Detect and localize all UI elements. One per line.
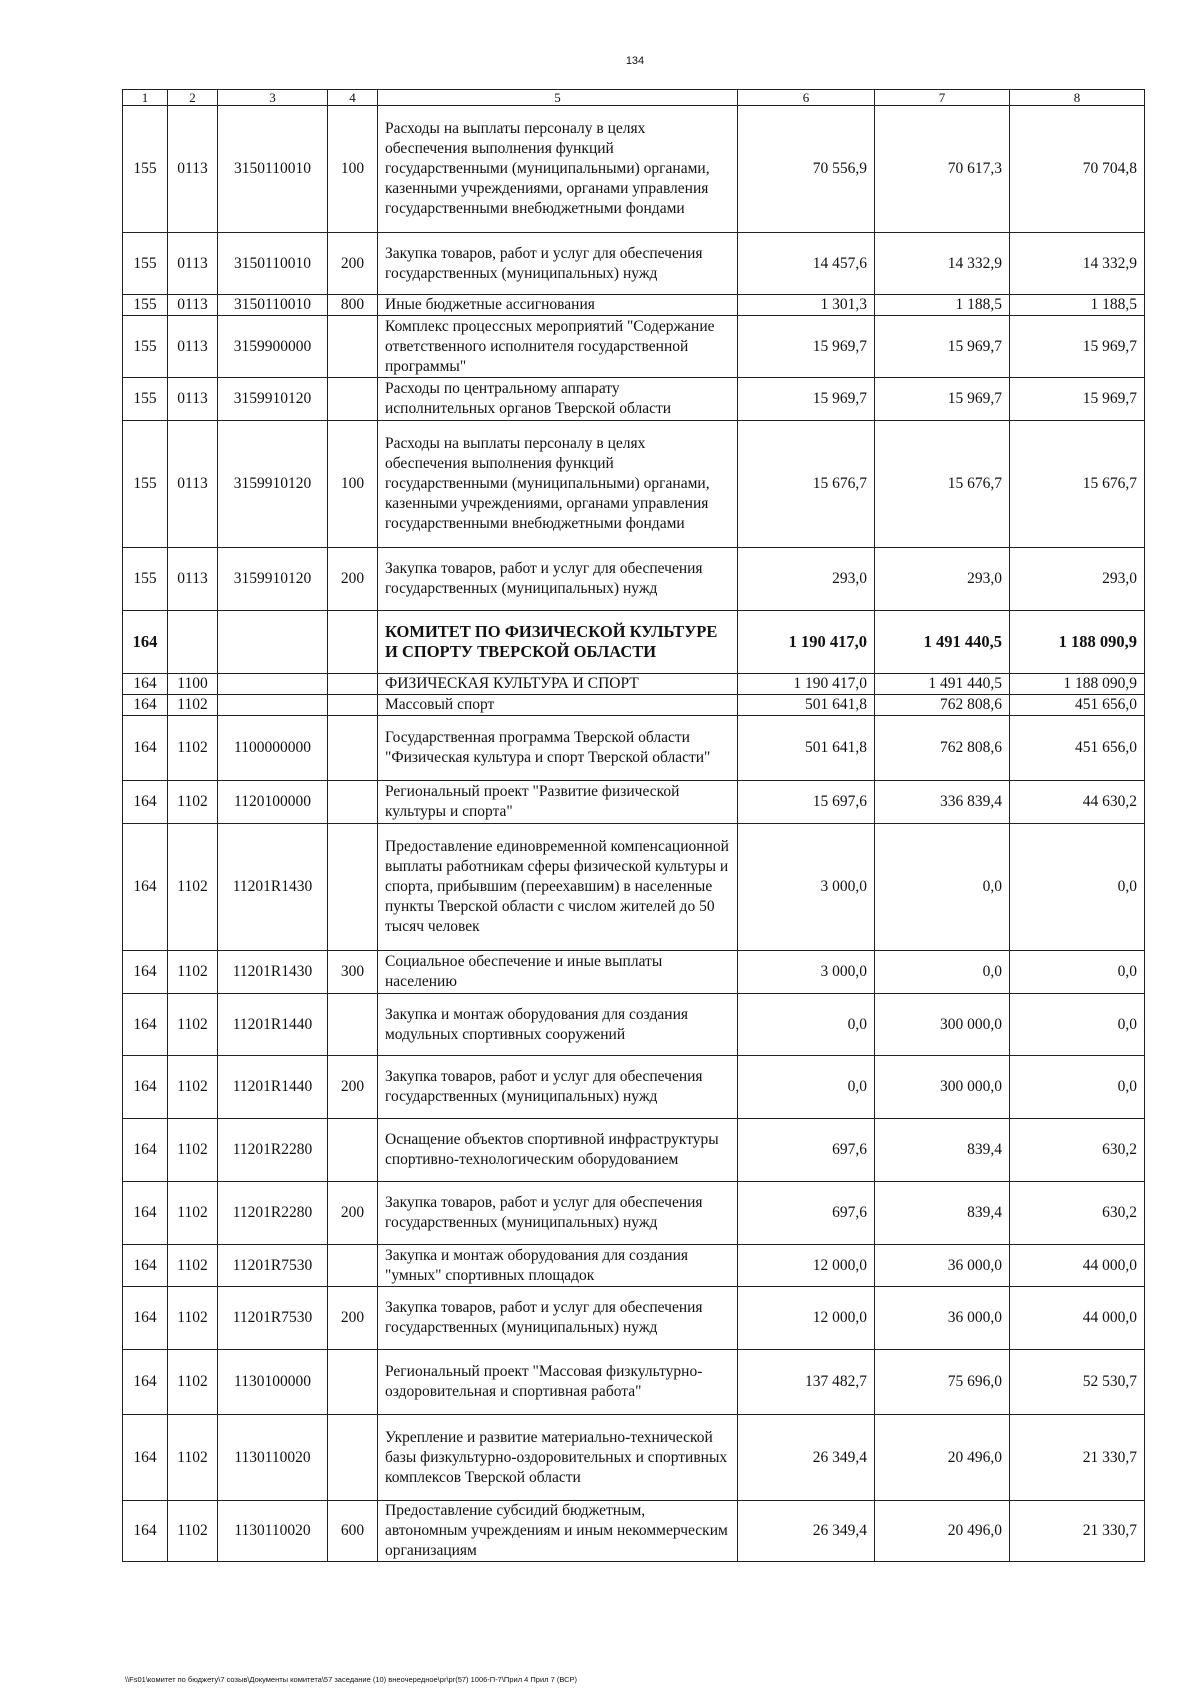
amount-col8-cell: 1 188,5 (1010, 295, 1145, 316)
section-code-cell: 1102 (168, 1056, 218, 1119)
table-row (123, 695, 1145, 716)
amount-col7-cell: 300 000,0 (875, 994, 1010, 1056)
description-cell: Закупка товаров, работ и услуг для обеспечения государственных (муниципальных) нужд (378, 1182, 738, 1245)
section-code-cell: 1102 (168, 994, 218, 1056)
amount-col8-cell: 15 969,7 (1010, 316, 1145, 378)
page-number: 134 (625, 55, 645, 67)
table-row (123, 1056, 1145, 1119)
amount-col6-cell: 501 641,8 (738, 695, 875, 716)
target-article-cell: 3159910120 (218, 548, 328, 611)
expense-type-cell (328, 716, 378, 781)
section-code-cell: 0113 (168, 295, 218, 316)
table-row (123, 1245, 1145, 1287)
expense-type-cell (328, 1245, 378, 1287)
amount-col6-cell: 12 000,0 (738, 1245, 875, 1287)
expense-type-cell: 200 (328, 548, 378, 611)
amount-col8-cell: 15 676,7 (1010, 421, 1145, 548)
amount-col7-cell: 36 000,0 (875, 1245, 1010, 1287)
amount-col7-cell: 20 496,0 (875, 1415, 1010, 1501)
table-row (123, 994, 1145, 1056)
target-article-cell: 11201R1430 (218, 951, 328, 994)
description-cell: Массовый спорт (378, 695, 738, 716)
table-row (123, 1182, 1145, 1245)
amount-col8-cell: 0,0 (1010, 1056, 1145, 1119)
amount-col8-cell: 451 656,0 (1010, 695, 1145, 716)
footer-file-path: \\Fs01\комитет по бюджету\7 созыв\Документы комитета\57 заседание (10) внеочередное\pr\pr(57) 1006-П-7\Прил 4 Прил 7 (ВСР) (125, 1675, 578, 1684)
amount-col6-cell: 3 000,0 (738, 951, 875, 994)
description-cell: Комплекс процессных мероприятий "Содержание ответственного исполнителя государственной программы" (378, 316, 738, 378)
amount-col7-cell: 300 000,0 (875, 1056, 1010, 1119)
target-article-cell: 1130110020 (218, 1415, 328, 1501)
target-article-cell: 11201R1430 (218, 824, 328, 951)
expense-type-cell (328, 674, 378, 695)
amount-col6-cell: 0,0 (738, 994, 875, 1056)
description-cell: Оснащение объектов спортивной инфраструктуры спортивно-технологическим оборудованием (378, 1119, 738, 1182)
section-code-cell: 0113 (168, 233, 218, 295)
section-code-cell: 1102 (168, 1119, 218, 1182)
admin-code-cell: 164 (123, 951, 168, 994)
section-code-cell: 1100 (168, 674, 218, 695)
amount-col8-cell: 44 000,0 (1010, 1245, 1145, 1287)
table-row (123, 1119, 1145, 1182)
amount-col7-cell: 762 808,6 (875, 695, 1010, 716)
column-number: 3 (218, 90, 328, 106)
table-row (123, 378, 1145, 421)
amount-col6-cell: 12 000,0 (738, 1287, 875, 1350)
description-cell: Расходы на выплаты персоналу в целях обеспечения выполнения функций государственными (муниципальными) органами, казенными учреждениями, органами управления государственными внебюджетными фондами (378, 106, 738, 233)
amount-col7-cell: 762 808,6 (875, 716, 1010, 781)
amount-col8-cell: 630,2 (1010, 1182, 1145, 1245)
amount-col8-cell: 1 188 090,9 (1010, 611, 1145, 674)
amount-col6-cell: 0,0 (738, 1056, 875, 1119)
amount-col6-cell: 137 482,7 (738, 1350, 875, 1415)
expense-type-cell: 300 (328, 951, 378, 994)
expense-type-cell (328, 781, 378, 824)
expense-type-cell (328, 316, 378, 378)
target-article-cell: 1100000000 (218, 716, 328, 781)
description-cell: Закупка товаров, работ и услуг для обеспечения государственных (муниципальных) нужд (378, 233, 738, 295)
expense-type-cell: 800 (328, 295, 378, 316)
amount-col8-cell: 630,2 (1010, 1119, 1145, 1182)
description-cell: Закупка товаров, работ и услуг для обеспечения государственных (муниципальных) нужд (378, 548, 738, 611)
section-code-cell: 1102 (168, 1245, 218, 1287)
amount-col6-cell: 26 349,4 (738, 1415, 875, 1501)
section-code-cell: 0113 (168, 548, 218, 611)
admin-code-cell: 164 (123, 1287, 168, 1350)
description-cell: Расходы на выплаты персоналу в целях обеспечения выполнения функций государственными (муниципальными) органами, казенными учреждениями, органами управления государственными внебюджетными фондами (378, 421, 738, 548)
table-row (123, 611, 1145, 674)
amount-col7-cell: 0,0 (875, 824, 1010, 951)
admin-code-cell: 164 (123, 994, 168, 1056)
expense-type-cell (328, 695, 378, 716)
expense-type-cell (328, 1415, 378, 1501)
amount-col7-cell: 36 000,0 (875, 1287, 1010, 1350)
admin-code-cell: 155 (123, 316, 168, 378)
target-article-cell: 3150110010 (218, 106, 328, 233)
section-code-cell: 1102 (168, 1415, 218, 1501)
amount-col6-cell: 3 000,0 (738, 824, 875, 951)
table-row (123, 781, 1145, 824)
description-cell: Региональный проект "Развитие физической культуры и спорта" (378, 781, 738, 824)
target-article-cell (218, 674, 328, 695)
admin-code-cell: 164 (123, 1350, 168, 1415)
expense-type-cell: 100 (328, 421, 378, 548)
amount-col6-cell: 501 641,8 (738, 716, 875, 781)
amount-col6-cell: 293,0 (738, 548, 875, 611)
target-article-cell: 11201R2280 (218, 1119, 328, 1182)
target-article-cell: 11201R1440 (218, 994, 328, 1056)
column-number: 7 (875, 90, 1010, 106)
amount-col6-cell: 1 301,3 (738, 295, 875, 316)
description-cell: Закупка и монтаж оборудования для создания модульных спортивных сооружений (378, 994, 738, 1056)
amount-col7-cell: 15 969,7 (875, 378, 1010, 421)
section-code-cell: 1102 (168, 716, 218, 781)
column-number: 6 (738, 90, 875, 106)
amount-col8-cell: 293,0 (1010, 548, 1145, 611)
amount-col8-cell: 1 188 090,9 (1010, 674, 1145, 695)
section-code-cell: 1102 (168, 824, 218, 951)
expense-type-cell (328, 994, 378, 1056)
description-cell: ФИЗИЧЕСКАЯ КУЛЬТУРА И СПОРТ (378, 674, 738, 695)
description-cell: Региональный проект "Массовая физкультурно-оздоровительная и спортивная работа" (378, 1350, 738, 1415)
amount-col8-cell: 451 656,0 (1010, 716, 1145, 781)
admin-code-cell: 155 (123, 378, 168, 421)
section-code-cell: 1102 (168, 1501, 218, 1562)
table-row (123, 951, 1145, 994)
description-cell: Социальное обеспечение и иные выплаты населению (378, 951, 738, 994)
description-cell: Расходы по центральному аппарату исполнительных органов Тверской области (378, 378, 738, 421)
column-number: 8 (1010, 90, 1145, 106)
amount-col7-cell: 75 696,0 (875, 1350, 1010, 1415)
admin-code-cell: 164 (123, 781, 168, 824)
admin-code-cell: 164 (123, 1415, 168, 1501)
amount-col8-cell: 52 530,7 (1010, 1350, 1145, 1415)
table-row (123, 1415, 1145, 1501)
target-article-cell: 3159910120 (218, 421, 328, 548)
amount-col7-cell: 15 969,7 (875, 316, 1010, 378)
section-code-cell: 1102 (168, 1182, 218, 1245)
section-code-cell: 0113 (168, 378, 218, 421)
admin-code-cell: 164 (123, 1119, 168, 1182)
table-row (123, 548, 1145, 611)
target-article-cell: 1130100000 (218, 1350, 328, 1415)
column-number: 1 (123, 90, 168, 106)
description-cell: Предоставление субсидий бюджетным, автономным учреждениям и иным некоммерческим организациям (378, 1501, 738, 1562)
table-row (123, 316, 1145, 378)
target-article-cell: 1120100000 (218, 781, 328, 824)
admin-code-cell: 164 (123, 824, 168, 951)
amount-col6-cell: 1 190 417,0 (738, 611, 875, 674)
expense-type-cell: 600 (328, 1501, 378, 1562)
section-code-cell: 1102 (168, 781, 218, 824)
admin-code-cell: 164 (123, 1056, 168, 1119)
amount-col8-cell: 0,0 (1010, 994, 1145, 1056)
amount-col6-cell: 15 697,6 (738, 781, 875, 824)
expense-type-cell: 200 (328, 1056, 378, 1119)
amount-col8-cell: 0,0 (1010, 951, 1145, 994)
amount-col6-cell: 697,6 (738, 1119, 875, 1182)
expense-type-cell (328, 1350, 378, 1415)
amount-col8-cell: 15 969,7 (1010, 378, 1145, 421)
description-cell: Государственная программа Тверской области "Физическая культура и спорт Тверской области" (378, 716, 738, 781)
description-cell: Закупка и монтаж оборудования для создания "умных" спортивных площадок (378, 1245, 738, 1287)
amount-col7-cell: 20 496,0 (875, 1501, 1010, 1562)
expense-type-cell: 100 (328, 106, 378, 233)
amount-col7-cell: 15 676,7 (875, 421, 1010, 548)
target-article-cell: 11201R1440 (218, 1056, 328, 1119)
amount-col8-cell: 14 332,9 (1010, 233, 1145, 295)
admin-code-cell: 155 (123, 295, 168, 316)
column-number: 2 (168, 90, 218, 106)
target-article-cell (218, 695, 328, 716)
description-cell: Укрепление и развитие материально-технической базы физкультурно-оздоровительных и спортивных комплексов Тверской области (378, 1415, 738, 1501)
amount-col7-cell: 336 839,4 (875, 781, 1010, 824)
section-code-cell: 1102 (168, 695, 218, 716)
amount-col8-cell: 0,0 (1010, 824, 1145, 951)
section-code-cell: 0113 (168, 316, 218, 378)
expense-type-cell: 200 (328, 1287, 378, 1350)
target-article-cell: 11201R7530 (218, 1245, 328, 1287)
target-article-cell: 1130110020 (218, 1501, 328, 1562)
admin-code-cell: 155 (123, 421, 168, 548)
section-code-cell: 1102 (168, 951, 218, 994)
description-cell: Предоставление единовременной компенсационной выплаты работникам сферы физической культуры и спорта, прибывшим (переехавшим) в населенные пункты Тверской области с числом жителей до 50 тысяч человек (378, 824, 738, 951)
amount-col8-cell: 21 330,7 (1010, 1501, 1145, 1562)
description-cell: КОМИТЕТ ПО ФИЗИЧЕСКОЙ КУЛЬТУРЕ И СПОРТУ ТВЕРСКОЙ ОБЛАСТИ (378, 611, 738, 674)
amount-col6-cell: 15 676,7 (738, 421, 875, 548)
admin-code-cell: 164 (123, 1501, 168, 1562)
table-row (123, 716, 1145, 781)
target-article-cell: 11201R7530 (218, 1287, 328, 1350)
amount-col6-cell: 697,6 (738, 1182, 875, 1245)
target-article-cell: 11201R2280 (218, 1182, 328, 1245)
admin-code-cell: 164 (123, 1182, 168, 1245)
description-cell: Закупка товаров, работ и услуг для обеспечения государственных (муниципальных) нужд (378, 1287, 738, 1350)
expense-type-cell: 200 (328, 1182, 378, 1245)
section-code-cell: 1102 (168, 1350, 218, 1415)
description-cell: Закупка товаров, работ и услуг для обеспечения государственных (муниципальных) нужд (378, 1056, 738, 1119)
description-cell: Иные бюджетные ассигнования (378, 295, 738, 316)
table-row (123, 295, 1145, 316)
admin-code-cell: 155 (123, 233, 168, 295)
target-article-cell: 3150110010 (218, 233, 328, 295)
expense-type-cell (328, 1119, 378, 1182)
amount-col6-cell: 1 190 417,0 (738, 674, 875, 695)
table-row (123, 233, 1145, 295)
expense-type-cell (328, 611, 378, 674)
budget-table (122, 89, 1145, 1562)
amount-col7-cell: 1 188,5 (875, 295, 1010, 316)
amount-col7-cell: 839,4 (875, 1182, 1010, 1245)
table-row (123, 1501, 1145, 1562)
admin-code-cell: 164 (123, 611, 168, 674)
target-article-cell (218, 611, 328, 674)
amount-col6-cell: 15 969,7 (738, 378, 875, 421)
section-code-cell: 0113 (168, 106, 218, 233)
admin-code-cell: 164 (123, 1245, 168, 1287)
table-row (123, 106, 1145, 233)
column-number-row (123, 90, 1145, 106)
amount-col8-cell: 21 330,7 (1010, 1415, 1145, 1501)
table-row (123, 674, 1145, 695)
amount-col7-cell: 839,4 (875, 1119, 1010, 1182)
amount-col7-cell: 1 491 440,5 (875, 674, 1010, 695)
amount-col7-cell: 70 617,3 (875, 106, 1010, 233)
admin-code-cell: 164 (123, 674, 168, 695)
admin-code-cell: 164 (123, 716, 168, 781)
section-code-cell: 1102 (168, 1287, 218, 1350)
amount-col6-cell: 26 349,4 (738, 1501, 875, 1562)
target-article-cell: 3159900000 (218, 316, 328, 378)
target-article-cell: 3159910120 (218, 378, 328, 421)
expense-type-cell (328, 824, 378, 951)
section-code-cell (168, 611, 218, 674)
admin-code-cell: 155 (123, 548, 168, 611)
amount-col6-cell: 70 556,9 (738, 106, 875, 233)
table-row (123, 1287, 1145, 1350)
amount-col7-cell: 14 332,9 (875, 233, 1010, 295)
column-number: 5 (378, 90, 738, 106)
amount-col8-cell: 44 630,2 (1010, 781, 1145, 824)
amount-col7-cell: 0,0 (875, 951, 1010, 994)
amount-col7-cell: 1 491 440,5 (875, 611, 1010, 674)
table-row (123, 824, 1145, 951)
expense-type-cell (328, 378, 378, 421)
amount-col8-cell: 70 704,8 (1010, 106, 1145, 233)
amount-col7-cell: 293,0 (875, 548, 1010, 611)
table-row (123, 421, 1145, 548)
amount-col8-cell: 44 000,0 (1010, 1287, 1145, 1350)
amount-col6-cell: 14 457,6 (738, 233, 875, 295)
amount-col6-cell: 15 969,7 (738, 316, 875, 378)
admin-code-cell: 164 (123, 695, 168, 716)
target-article-cell: 3150110010 (218, 295, 328, 316)
section-code-cell: 0113 (168, 421, 218, 548)
table-row (123, 1350, 1145, 1415)
admin-code-cell: 155 (123, 106, 168, 233)
expense-type-cell: 200 (328, 233, 378, 295)
column-number: 4 (328, 90, 378, 106)
